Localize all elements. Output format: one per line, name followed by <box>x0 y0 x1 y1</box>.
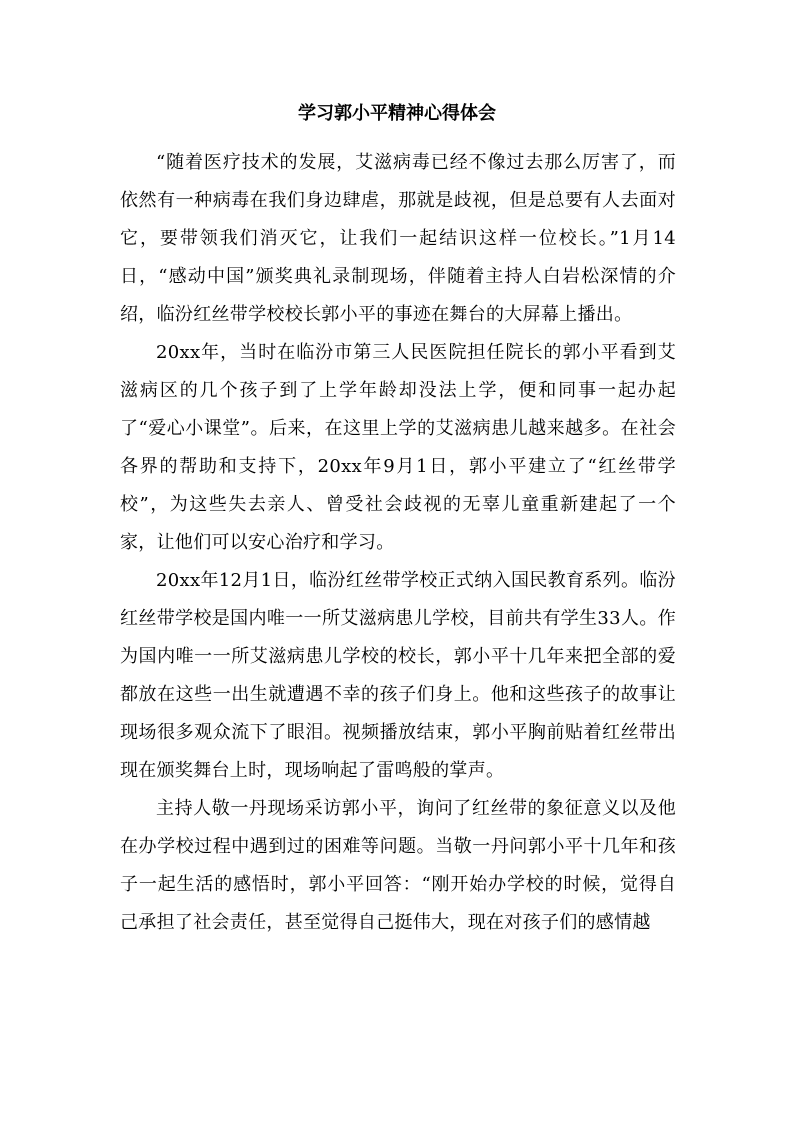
paragraph-2: 20xx年，当时在临汾市第三人民医院担任院长的郭小平看到艾滋病区的几个孩子到了上学年龄却没法上学，便和同事一起办起了“爱心小课堂”。后来，在这里上学的艾滋病患儿越来越多。在社会各界的帮助和支持下，20xx年9月1日，郭小平建立了“红丝带学校”，为这些失去亲人、曾受社会歧视的无辜儿童重新建起了一个家，让他们可以安心治疗和学习。 <box>120 342 676 553</box>
paragraph-4: 主持人敬一丹现场采访郭小平，询问了红丝带的象征意义以及他在办学校过程中遇到过的困难等问题。当敬一丹问郭小平十几年和孩子一起生活的感悟时，郭小平回答：“刚开始办学校的时候，觉得自己承担了社会责任，甚至觉得自己挺伟大，现在对孩子们的感情越 <box>120 798 676 933</box>
page-title: 学习郭小平精神心得体会 <box>298 103 496 124</box>
document-body <box>120 144 676 942</box>
paragraph-1: “随着医疗技术的发展，艾滋病毒已经不像过去那么厉害了，而依然有一种病毒在我们身边肆虐，那就是歧视，但是总要有人去面对它，要带领我们消灭它，让我们一起结识这样一位校长。”1月14日，“感动中国”颁奖典礼录制现场，伴随着主持人白岩松深情的介绍，临汾红丝带学校校长郭小平的事迹在舞台的大屏幕上播出。 <box>120 152 676 325</box>
paragraph-3: 20xx年12月1日，临汾红丝带学校正式纳入国民教育系列。临汾红丝带学校是国内唯一一所艾滋病患儿学校，目前共有学生33人。作为国内唯一一所艾滋病患儿学校的校长，郭小平十几年来把全部的爱都放在这些一出生就遭遇不幸的孩子们身上。他和这些孩子的故事让现场很多观众流下了眼泪。视频播放结束，郭小平胸前贴着红丝带出现在颁奖舞台上时，现场响起了雷鸣般的掌声。 <box>120 570 676 781</box>
